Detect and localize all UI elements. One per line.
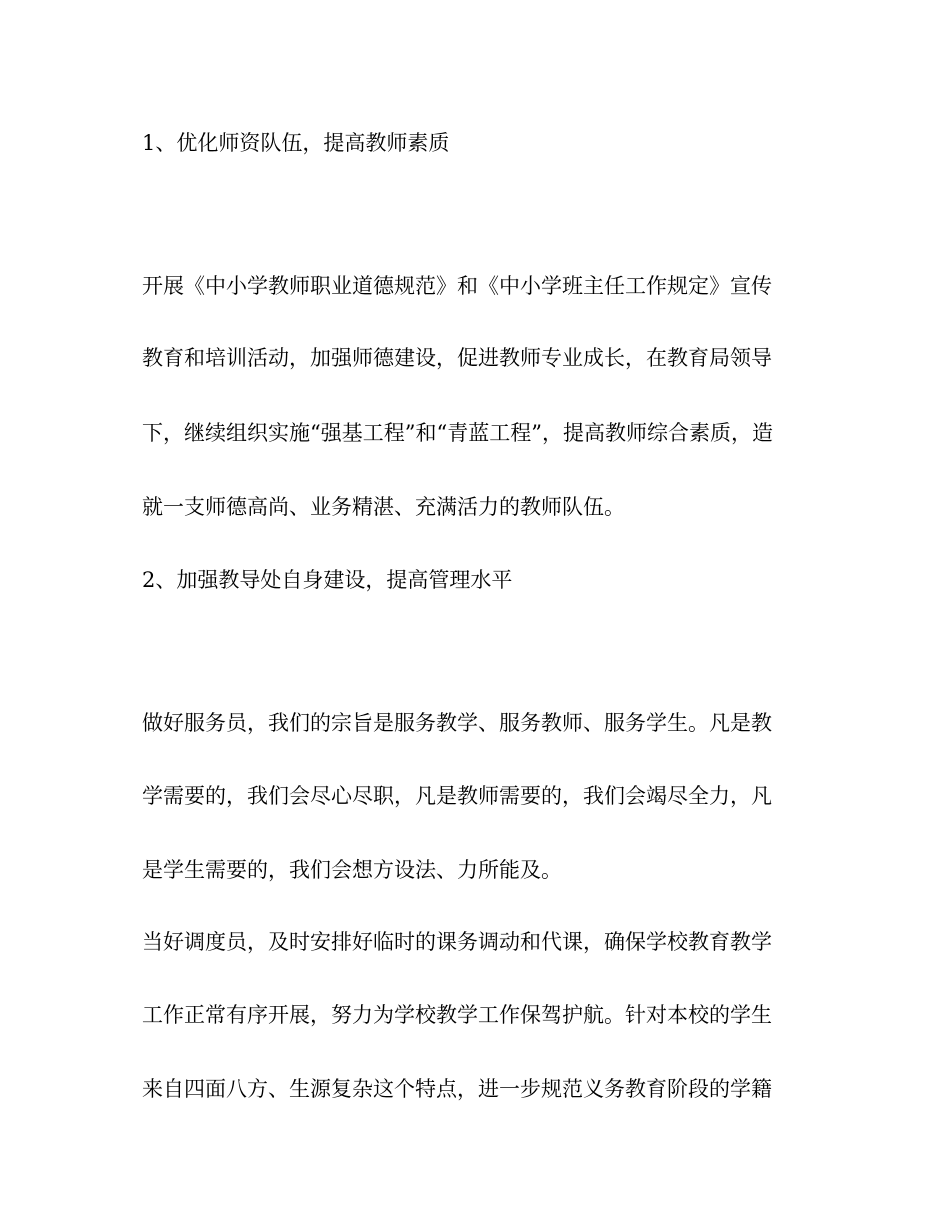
paragraph-2-line-1: 做好服务员，我们的宗旨是服务教学、服务教师、服务学生。凡是教: [142, 711, 772, 735]
paragraph-2-line-2: 学需要的，我们会尽心尽职，凡是教师需要的，我们会竭尽全力，凡: [142, 784, 772, 808]
section-heading-2: 2、加强教导处自身建设，提高管理水平: [142, 568, 513, 592]
paragraph-3-line-1: 当好调度员，及时安排好临时的课务调动和代课，确保学校教育教学: [142, 930, 772, 954]
paragraph-1-line-1: 开展《中小学教师职业道德规范》和《中小学班主任工作规定》宣传: [142, 274, 772, 298]
paragraph-1-line-3: 下，继续组织实施“强基工程”和“青蓝工程”，提高教师综合素质，造: [142, 421, 773, 445]
paragraph-1-line-4: 就一支师德高尚、业务精湛、充满活力的教师队伍。: [142, 495, 625, 519]
section-heading-1: 1、优化师资队伍，提高教师素质: [142, 131, 450, 155]
paragraph-1-line-2: 教育和培训活动，加强师德建设，促进教师专业成长，在教育局领导: [142, 346, 772, 370]
paragraph-3-line-2: 工作正常有序开展，努力为学校教学工作保驾护航。针对本校的学生: [142, 1003, 772, 1027]
paragraph-2-line-3: 是学生需要的，我们会想方设法、力所能及。: [142, 858, 562, 882]
paragraph-3-line-3: 来自四面八方、生源复杂这个特点，进一步规范义务教育阶段的学籍: [142, 1077, 772, 1101]
